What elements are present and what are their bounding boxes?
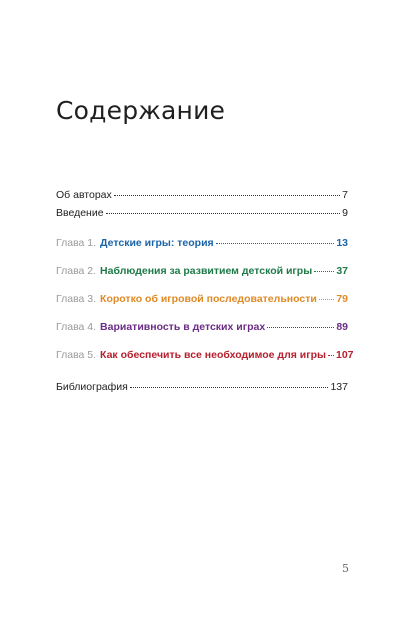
- toc-entry-title: Как обеспечить все необходимое для игры: [100, 349, 326, 361]
- page-title: Содержание: [56, 96, 226, 125]
- chapter-prefix: Глава 3.: [56, 293, 97, 305]
- toc-entry-title: Вариативность в детских играх: [100, 321, 266, 333]
- chapter-prefix: Глава 4.: [56, 321, 97, 333]
- toc-entry-chapter-2[interactable]: [56, 264, 348, 278]
- chapter-prefix: Глава 1.: [56, 237, 97, 249]
- toc-entry-page: 89: [336, 321, 348, 333]
- toc-entry-page: 9: [342, 207, 348, 219]
- toc-entry-label: [56, 264, 312, 278]
- toc-entry-title: Об авторах: [56, 189, 112, 201]
- dot-leader: [216, 243, 335, 244]
- toc-entry-page: 137: [330, 381, 348, 393]
- toc-entry-title: Коротко об игровой последовательности: [100, 293, 317, 305]
- page-number: 5: [342, 562, 349, 575]
- dot-leader: [319, 299, 334, 300]
- toc-entry-chapter-3[interactable]: [56, 292, 348, 306]
- dot-leader: [114, 195, 340, 196]
- toc-entry-title: Наблюдения за развитием детской игры: [100, 265, 313, 277]
- toc-entry-label: [56, 348, 326, 362]
- toc-entry-title: Детские игры: теория: [100, 237, 214, 249]
- toc-entry-label: [56, 320, 265, 334]
- toc-entry-introduction[interactable]: [56, 206, 348, 220]
- toc-entry-page: 79: [336, 293, 348, 305]
- dot-leader: [130, 387, 329, 388]
- toc-entry-bibliography[interactable]: [56, 380, 348, 394]
- toc-entry-page: 37: [336, 265, 348, 277]
- toc-entry-chapter-1[interactable]: [56, 236, 348, 250]
- toc-entry-title: Введение: [56, 207, 104, 219]
- toc-entry-authors[interactable]: [56, 188, 348, 202]
- toc-entry-label: [56, 236, 214, 250]
- table-of-contents: [56, 0, 354, 632]
- toc-entry-page: 7: [342, 189, 348, 201]
- dot-leader: [106, 213, 341, 214]
- toc-entry-chapter-4[interactable]: [56, 320, 348, 334]
- toc-entry-label: [56, 292, 317, 306]
- chapter-prefix: Глава 2.: [56, 265, 97, 277]
- toc-entry-chapter-5[interactable]: [56, 348, 354, 362]
- chapter-prefix: Глава 5.: [56, 349, 97, 361]
- toc-entry-page: 107: [336, 349, 354, 361]
- dot-leader: [314, 271, 334, 272]
- dot-leader: [267, 327, 334, 328]
- toc-entry-page: 13: [336, 237, 348, 249]
- dot-leader: [328, 355, 334, 356]
- toc-entry-title: Библиография: [56, 381, 128, 393]
